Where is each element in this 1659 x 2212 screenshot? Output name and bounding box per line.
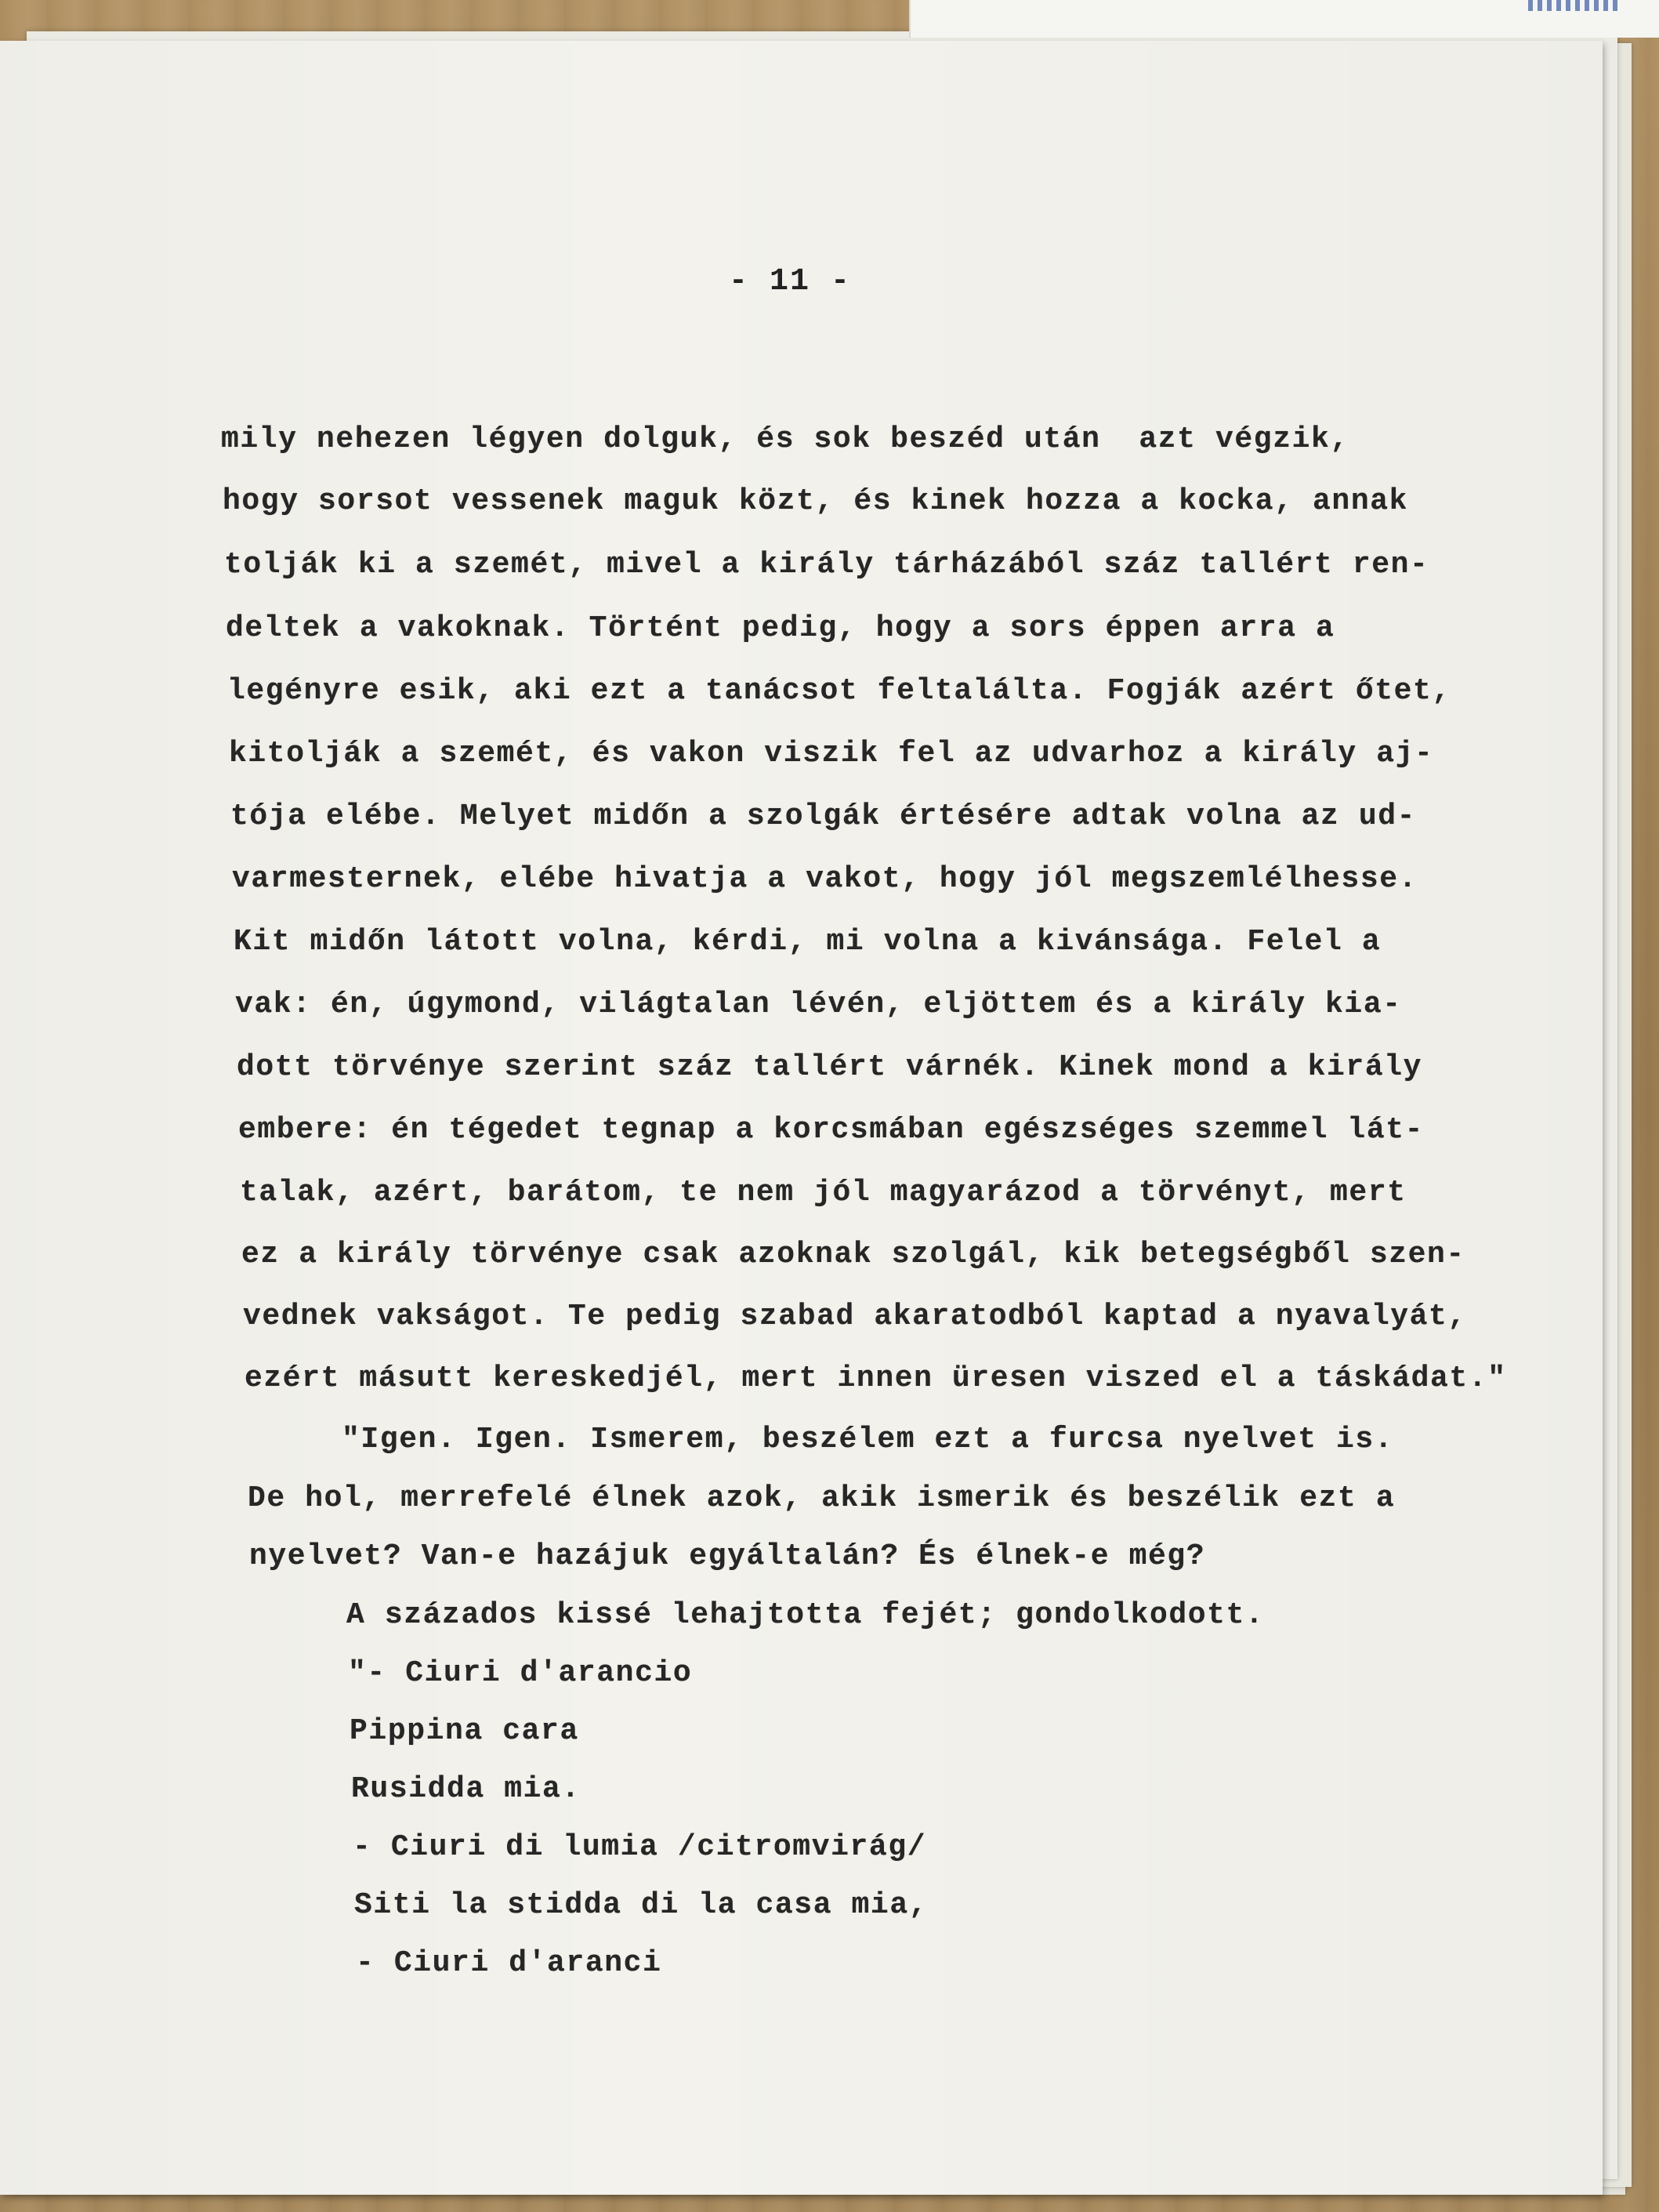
- text-line: legényre esik, aki ezt a tanácsot feltalálta. Fogják azért őtet,: [227, 674, 1451, 708]
- text-line: talak, azért, barátom, te nem jól magyarázod a törvényt, mert: [240, 1176, 1407, 1209]
- body-text: [0, 41, 1603, 2195]
- text-line: Kit midőn látott volna, kérdi, mi volna a kivánsága. Felel a: [234, 925, 1382, 959]
- text-line: Rusidda mia.: [255, 1772, 581, 1806]
- text-line: tója elébe. Melyet midőn a szolgák értésére adtak volna az ud-: [230, 800, 1417, 833]
- text-line: "- Ciuri d'arancio: [252, 1656, 693, 1690]
- text-line: ez a király törvénye csak azoknak szolgál, kik betegségből szen-: [241, 1238, 1465, 1271]
- text-line: ezért másutt kereskedjél, mert innen üresen viszed el a táskádat.": [245, 1362, 1507, 1395]
- page-number: - 11 -: [729, 264, 852, 299]
- top-card-stripe: [1528, 0, 1622, 11]
- text-line: nyelvet? Van-e hazájuk egyáltalán? És élnek-e még?: [249, 1539, 1206, 1573]
- text-line: vak: én, úgymond, világtalan lévén, eljöttem és a király kia-: [235, 988, 1402, 1021]
- text-line: mily nehezen légyen dolguk, és sok beszéd után azt végzik,: [221, 422, 1349, 456]
- text-line: "Igen. Igen. Ismerem, beszélem ezt a furcsa nyelvet is.: [246, 1423, 1394, 1456]
- text-line: Pippina cara: [254, 1714, 579, 1748]
- text-line: - Ciuri di lumia /citromvirág/: [257, 1830, 927, 1864]
- text-line: vednek vakságot. Te pedig szabad akaratodból kaptad a nyavalyát,: [243, 1300, 1467, 1333]
- text-line: deltek a vakoknak. Történt pedig, hogy a sors éppen arra a: [226, 611, 1335, 645]
- text-line: hogy sorsot vessenek maguk közt, és kinek hozza a kocka, annak: [223, 484, 1409, 518]
- text-line: kitolják a szemét, és vakon viszik fel az udvarhoz a király aj-: [229, 737, 1434, 771]
- text-line: Siti la stidda di la casa mia,: [259, 1888, 929, 1922]
- text-line: A százados kissé lehajtotta fejét; gondolkodott.: [251, 1598, 1265, 1632]
- text-line: tolják ki a szemét, mivel a király tárházából száz tallért ren-: [224, 548, 1429, 582]
- text-line: - Ciuri d'aranci: [260, 1946, 662, 1980]
- typewritten-page: [0, 41, 1603, 2195]
- text-line: dott törvénye szerint száz tallért várnék. Kinek mond a király: [237, 1050, 1423, 1084]
- text-line: embere: én tégedet tegnap a korcsmában egészséges szemmel lát-: [238, 1113, 1425, 1147]
- text-line: varmesternek, elébe hivatja a vakot, hogy jól megszemlélhesse.: [232, 862, 1418, 896]
- text-line: De hol, merrefelé élnek azok, akik ismerik és beszélik ezt a: [248, 1481, 1396, 1515]
